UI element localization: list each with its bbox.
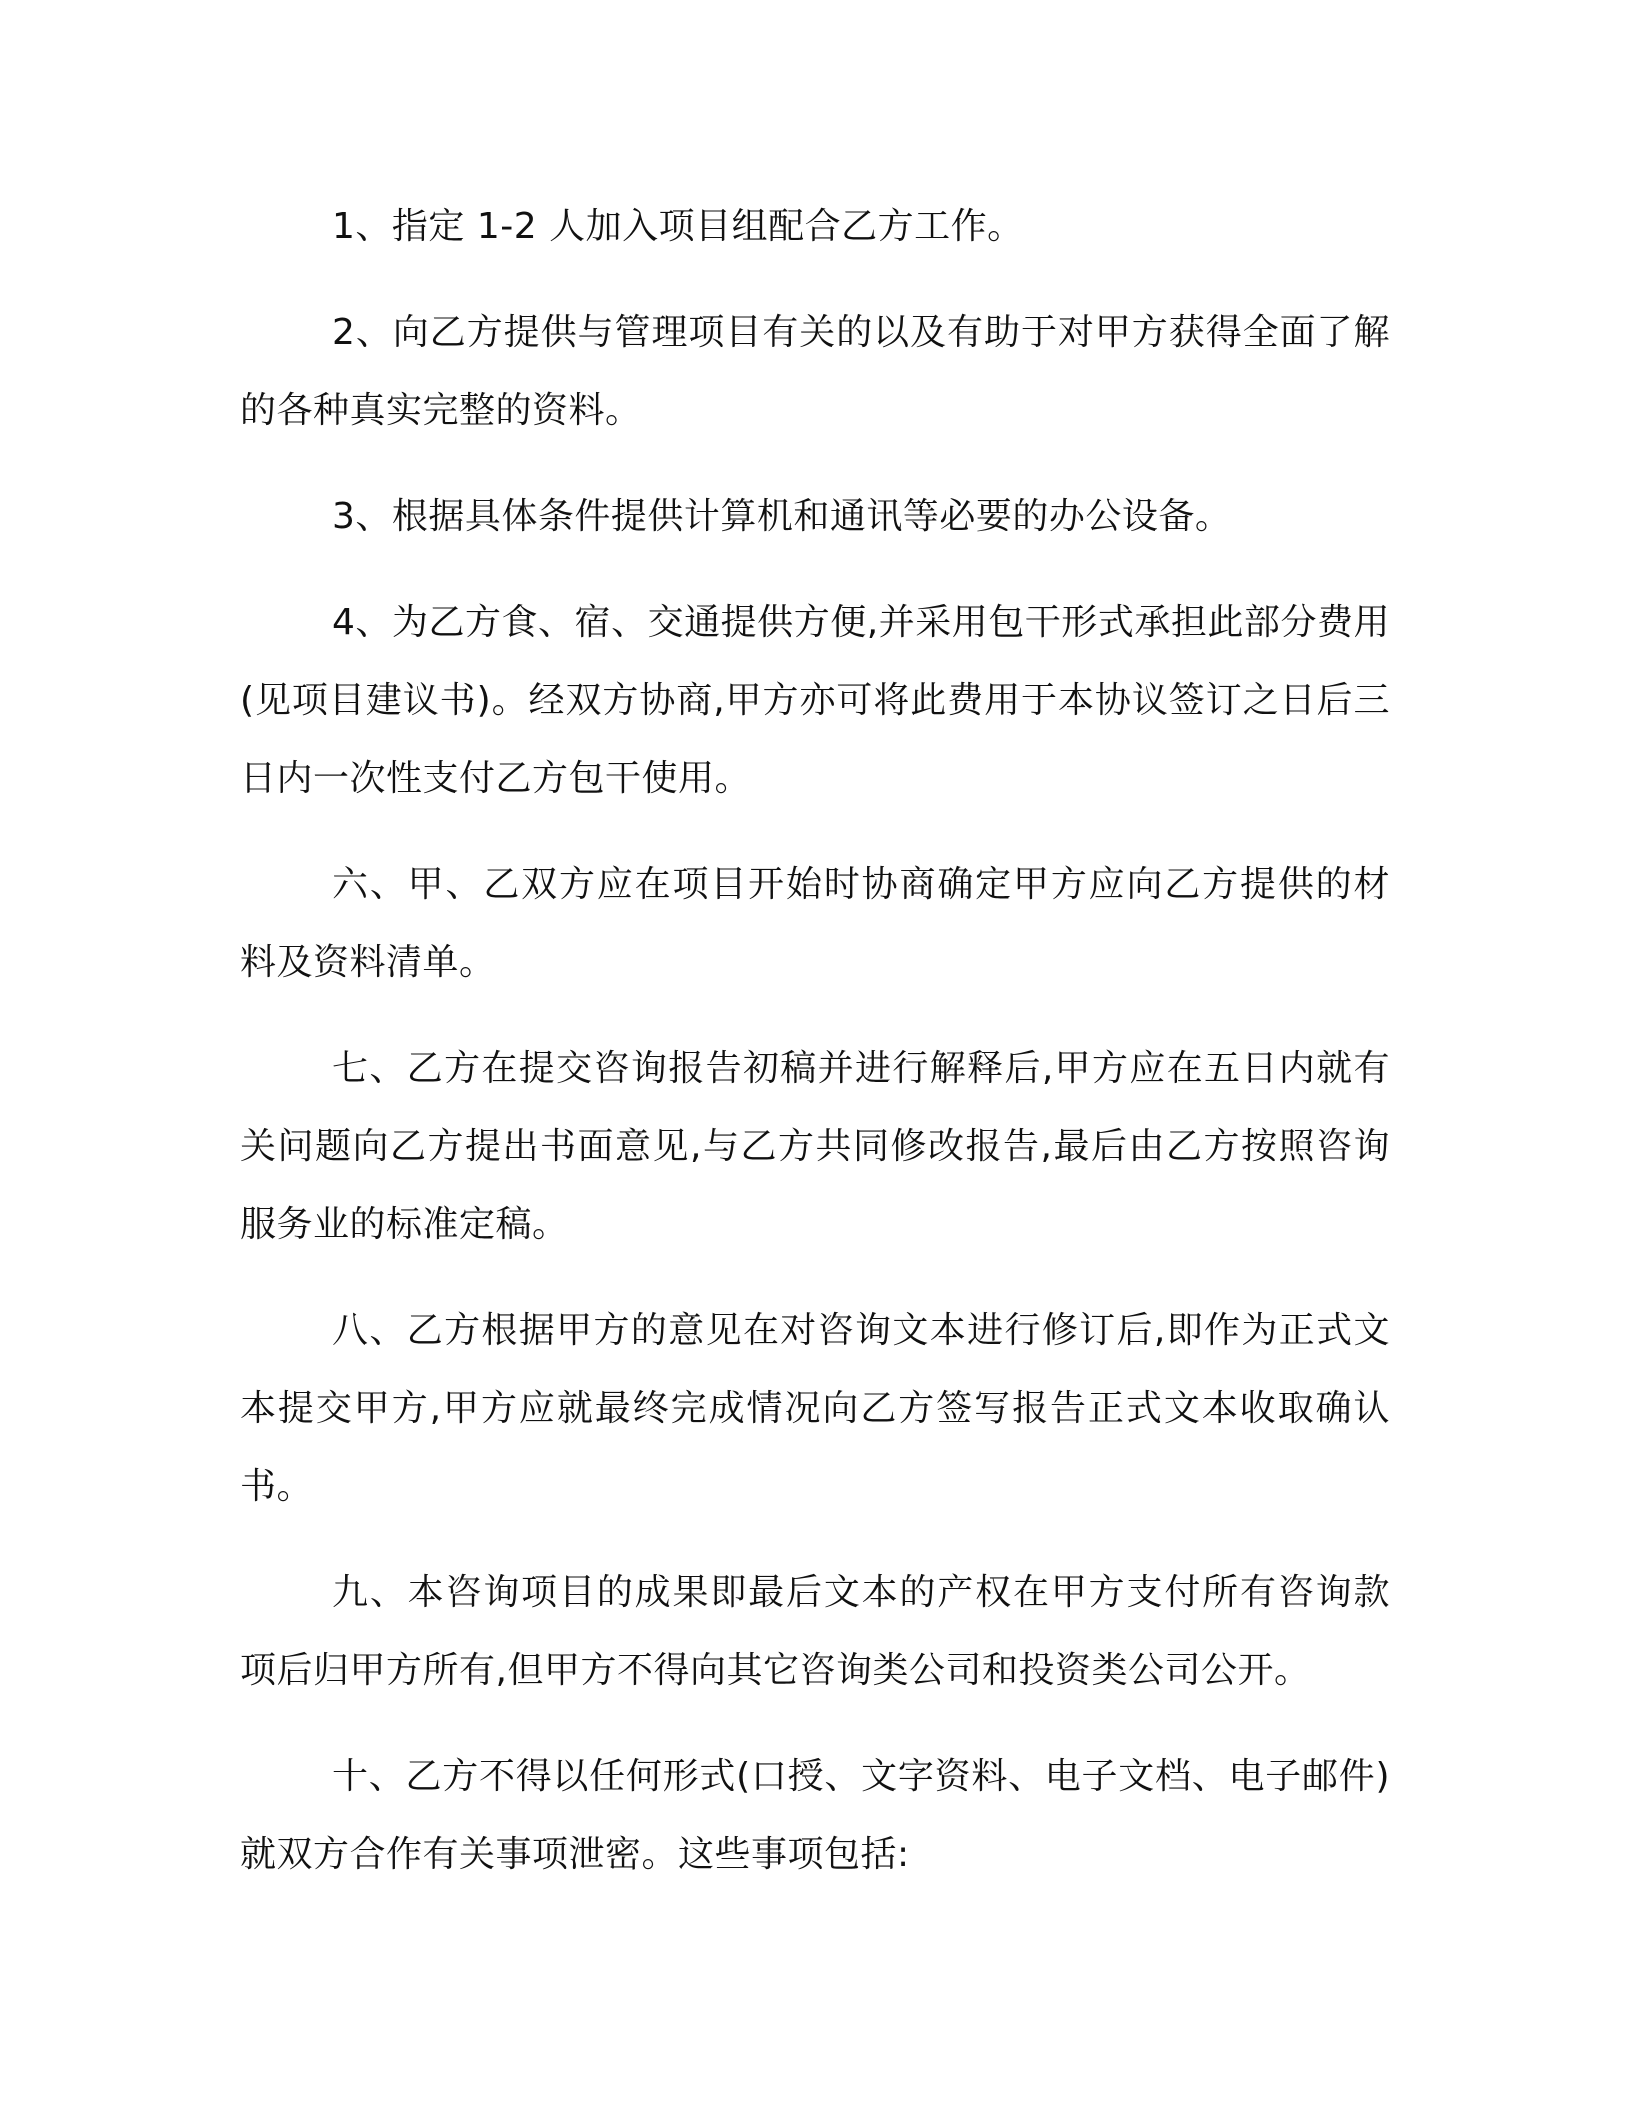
paragraph-2: 2、向乙方提供与管理项目有关的以及有助于对甲方获得全面了解的各种真实完整的资料。 — [240, 312, 1390, 431]
paragraph-9: 九、本咨询项目的成果即最后文本的产权在甲方支付所有咨询款项后归甲方所有,但甲方不得向其它咨询类公司和投资类公司公开。 — [240, 1572, 1390, 1691]
paragraph-8: 八、乙方根据甲方的意见在对咨询文本进行修订后,即作为正式文本提交甲方,甲方应就最终完成情况向乙方签写报告正式文本收取确认书。 — [240, 1310, 1390, 1507]
paragraph-4: 4、为乙方食、宿、交通提供方便,并采用包干形式承担此部分费用(见项目建议书)。经双方协商,甲方亦可将此费用于本协议签订之日后三日内一次性支付乙方包干使用。 — [240, 602, 1390, 799]
paragraph-6: 六、甲、乙双方应在项目开始时协商确定甲方应向乙方提供的材料及资料清单。 — [240, 864, 1390, 983]
paragraph-10: 十、乙方不得以任何形式(口授、文字资料、电子文档、电子邮件)就双方合作有关事项泄密。这些事项包括: — [240, 1756, 1390, 1875]
paragraph-1: 1、指定 1-2 人加入项目组配合乙方工作。 — [332, 206, 1024, 247]
paragraph-7: 七、乙方在提交咨询报告初稿并进行解释后,甲方应在五日内就有关问题向乙方提出书面意见,与乙方共同修改报告,最后由乙方按照咨询服务业的标准定稿。 — [240, 1048, 1390, 1245]
document-body — [240, 188, 1390, 1922]
paragraph-3: 3、根据具体条件提供计算机和通讯等必要的办公设备。 — [332, 496, 1232, 537]
